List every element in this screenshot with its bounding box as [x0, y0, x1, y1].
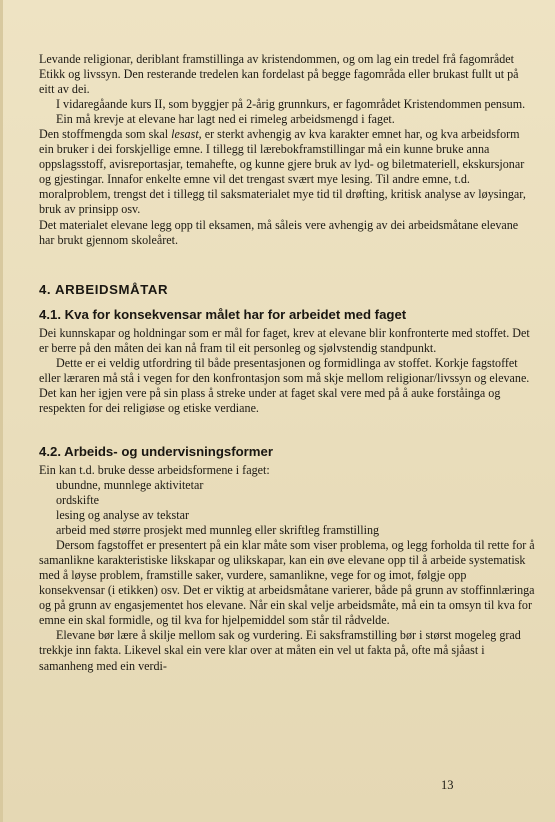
paragraph-arbeidsmengd: Ein må krevje at elevane har lagt ned ei rimeleg arbeidsmengd i faget.	[56, 112, 395, 127]
paragraph-arbeidsformer-lead: Ein kan t.d. bruke desse arbeidsformene i faget:	[39, 462, 270, 477]
page-content	[39, 52, 535, 674]
paragraph-kunnskapar: Dei kunnskapar og holdningar som er mål for faget, krev at elevane blir konfronterte med stoffet. Det er berre på den måten dei kan nå fram til eit personleg og sjølvstendig standpunkt.	[39, 325, 530, 355]
paragraph-stoffmengda	[39, 127, 535, 217]
paragraph-sak-og-vurdering: Elevane bør lære å skilje mellom sak og vurdering. Ei saksframstilling bør i størst mogeleg grad trekkje inn fakta. Likevel skal ein vere klar over at måten ein vel ut fakta på, ofte må sjåast i samanheng med ein verdi-	[39, 628, 521, 673]
list-item: lesing og analyse av tekstar	[56, 508, 189, 523]
section-heading-4-1: 4.1. Kva for konsekvensar målet har for arbeidet med faget	[39, 306, 407, 322]
paragraph-vidaregaande-kurs: I vidaregåande kurs II, som byggjer på 2-årig grunnkurs, er fagområdet Kristendommen pensum.	[56, 97, 526, 112]
emphasis-lesast: lesast,	[171, 127, 202, 142]
paragraph-fagstoffet: Dersom fagstoffet er presentert på ein klar måte som viser problema, og legg forholda til rette for å samanlikne karakteristiske likskapar og ulikskapar, kan ein øve elevane opp til å arbeide systematisk med å løyse problem, framstille saker, vurdere, samanlikne, vege for og imot, følgje opp konsekvensar (i etikken) osv. Det er viktig at arbeidsmåtane varierer, både på grunn av stoffinnlæringa og på grunn av engasjementet hos elevane. Når ein skal velje arbeidsmåte, må ein ta omsyn til kva for emne ein skal formidle, og til kva for hjelpemiddel som står til rådvelde.	[39, 538, 535, 628]
list-item: ordskifte	[56, 492, 99, 507]
page-number: 13	[441, 778, 454, 792]
text-run: Den stoffmengda som skal	[39, 127, 172, 142]
paragraph-eksamen: Det materialet elevane legg opp til eksamen, må såleis vere avhengig av dei arbeidsmåtane elevane har brukt gjennom skoleåret.	[39, 217, 519, 247]
chapter-heading: 4. ARBEIDSMÅTAR	[39, 281, 169, 297]
paragraph-utfordring: Dette er ei veldig utfordring til både presentasjonen og formidlinga av stoffet. Korkje fagstoffet eller læraren må stå i vegen for den konfrontasjon som må skje mellom religionar/livssyn og elevane. Det kan her igjen vere på sin plass å streke under at faget skal vere med på å auke forståinga og respekten for dei religiøse og etiske verdiane.	[39, 355, 530, 415]
text-run: er sterkt avhengig av kva karakter emnet har, og kva arbeidsform ein bruker i dei forskjellige emne. I tillegg til lærebokframstillingar må ein kunne bruke anna oppslagsstoff, avisreportasjar, temahefte, og kunne gjere bruk av lyd- og biletmateriell, ekskursjonar og gjestingar. Innafor enkelte emne vil det trengast svært mye lesing. Til andre emne, t.d. moralproblem, trengst det i tillegg til saksmaterialet mye tid til drøfting, kritisk analyse av løysingar, bruk av prinsipp osv.	[39, 127, 526, 217]
paragraph-levande-religionar: Levande religionar, deriblant framstillinga av kristendommen, og om lag ein tredel frå fagområdet Etikk og livssyn. Den resterande tredelen kan fordelast på begge fagområda eller brukast fullt ut på eitt av dei.	[39, 52, 519, 97]
section-heading-4-2: 4.2. Arbeids- og undervisningsformer	[39, 443, 274, 459]
list-item: ubundne, munnlege aktivitetar	[56, 477, 204, 492]
list-item: arbeid med større prosjekt med munnleg eller skriftleg framstilling	[56, 523, 380, 538]
